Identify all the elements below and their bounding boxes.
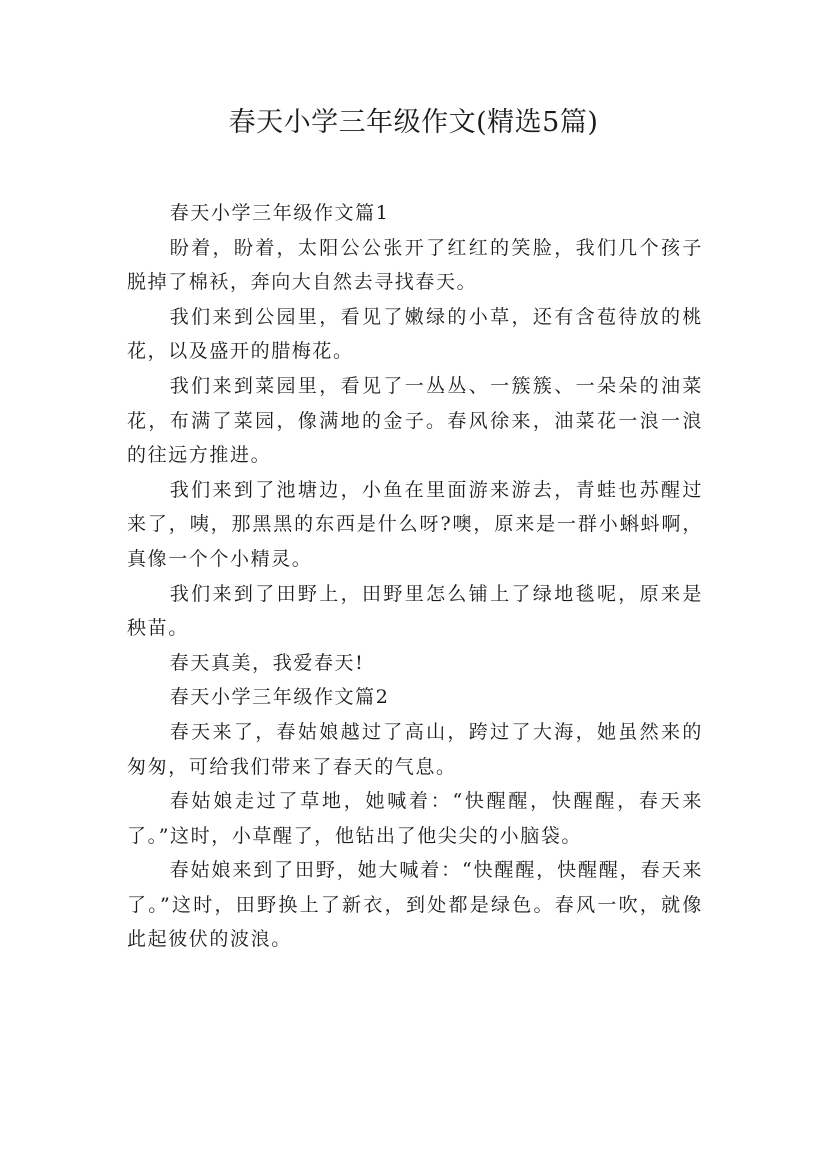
paragraph: 我们来到了池塘边，小鱼在里面游来游去，青蛙也苏醒过来了，咦，那黑黑的东西是什么呀?噢，原来是一群小蝌蚪啊，真像一个个小精灵。 bbox=[127, 478, 703, 570]
paragraph: 春天来了，春姑娘越过了高山，跨过了大海，她虽然来的匆匆，可给我们带来了春天的气息。 bbox=[127, 720, 703, 778]
paragraph: 春天真美，我爱春天! bbox=[169, 651, 365, 674]
paragraph: 我们来到菜园里，看见了一丛丛、一簇簇、一朵朵的油菜花，布满了菜园，像满地的金子。春风徐来，油菜花一浪一浪的往远方推进。 bbox=[127, 374, 703, 467]
paragraph: 春姑娘来到了田野，她大喊着：“快醒醒，快醒醒，春天来了。”这时，田野换上了新衣，到处都是绿色。春风一吹，就像此起彼伏的波浪。 bbox=[127, 859, 703, 951]
document-body bbox=[127, 196, 703, 957]
document-title: 春天小学三年级作文(精选5篇) bbox=[228, 107, 599, 138]
section-heading-2: 春天小学三年级作文篇2 bbox=[169, 686, 390, 709]
section-heading-1: 春天小学三年级作文篇1 bbox=[169, 202, 390, 224]
paragraph: 春姑娘走过了草地，她喊着：“快醒醒，快醒醒，春天来了。”这时，小草醒了，他钻出了他尖尖的小脑袋。 bbox=[127, 790, 703, 847]
paragraph: 盼着，盼着，太阳公公张开了红红的笑脸，我们几个孩子脱掉了棉袄，奔向大自然去寻找春天。 bbox=[127, 236, 703, 294]
paragraph: 我们来到公园里，看见了嫩绿的小草，还有含苞待放的桃花，以及盛开的腊梅花。 bbox=[127, 305, 703, 363]
paragraph: 我们来到了田野上，田野里怎么铺上了绿地毯呢，原来是秧苗。 bbox=[127, 582, 703, 640]
